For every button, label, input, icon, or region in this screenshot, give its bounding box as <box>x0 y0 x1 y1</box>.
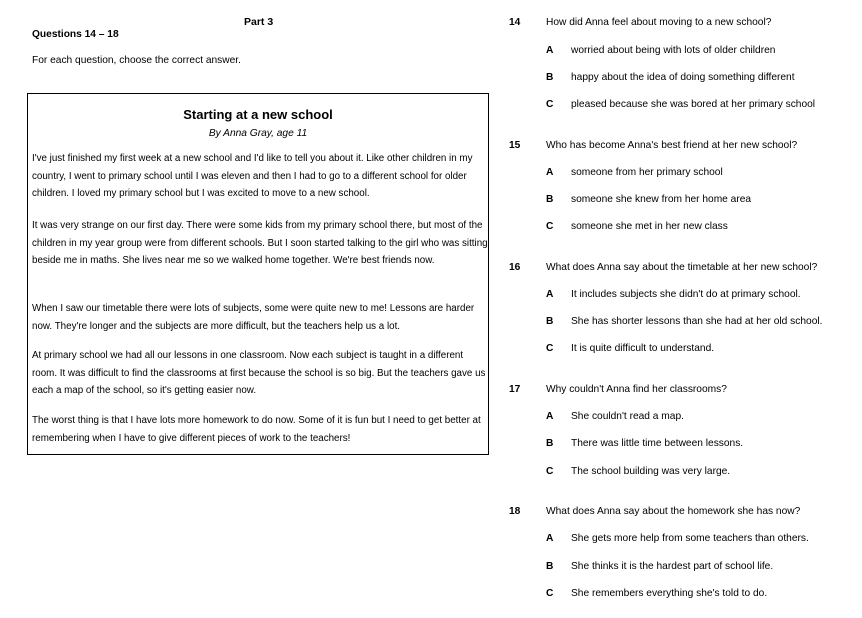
part-title: Part 3 <box>244 16 274 28</box>
option-text[interactable]: It is quite difficult to understand. <box>571 343 715 354</box>
option-letter[interactable]: A <box>546 533 554 544</box>
questions-range: Questions 14 – 18 <box>32 29 119 40</box>
option-letter[interactable]: A <box>546 45 554 56</box>
option-letter[interactable]: A <box>546 411 554 422</box>
option-letter[interactable]: C <box>546 99 554 110</box>
question-number: 18 <box>509 506 521 517</box>
article-paragraph-2: It was very strange on our first day. There were some kids from my primary school there, but most of the children in my year group were from different schools. But I soon started talking to the girl who was sitting beside me in maths. She lives near me so we walked home together. We're best friends now. <box>32 220 488 267</box>
option-text[interactable]: She thinks it is the hardest part of school life. <box>571 561 774 572</box>
option-text[interactable]: She couldn't read a map. <box>571 411 684 422</box>
instruction-text: For each question, choose the correct answer. <box>32 55 241 66</box>
question-number: 15 <box>509 140 521 151</box>
option-letter[interactable]: C <box>546 466 554 477</box>
article-byline: By Anna Gray, age 11 <box>208 128 308 139</box>
article-paragraph-5: The worst thing is that I have lots more homework to do now. Some of it is fun but I need to get better at remembering when I have to give different pieces of work to the teachers! <box>32 415 481 444</box>
option-text[interactable]: She has shorter lessons than she had at her old school. <box>571 316 823 327</box>
option-text[interactable]: worried about being with lots of older children <box>571 45 776 56</box>
article-paragraph-3: When I saw our timetable there were lots of subjects, some were quite new to me! Lessons are harder now. They're longer and the subjects are more difficult, but the teachers help us a lot. <box>32 303 475 332</box>
option-letter[interactable]: C <box>546 343 554 354</box>
option-letter[interactable]: B <box>546 72 554 83</box>
question-number: 14 <box>509 17 521 28</box>
question-text: What does Anna say about the homework she has now? <box>546 506 801 517</box>
option-text[interactable]: pleased because she was bored at her primary school <box>571 99 816 110</box>
question-number: 17 <box>509 384 521 395</box>
article-title: Starting at a new school <box>183 107 333 122</box>
option-text[interactable]: someone she met in her new class <box>571 221 728 232</box>
question-text: What does Anna say about the timetable at her new school? <box>546 262 818 273</box>
article-paragraph-1: I've just finished my first week at a new school and I'd like to tell you about it. Like other children in my country, I went to primary school until I was eleven and then I had to go to a different school for older children. I loved my primary school but I was excited to move to a new school. <box>32 153 473 200</box>
option-text[interactable]: someone from her primary school <box>571 167 723 178</box>
option-letter[interactable]: B <box>546 561 554 572</box>
option-letter[interactable]: B <box>546 194 554 205</box>
option-text[interactable]: someone she knew from her home area <box>571 194 752 205</box>
question-text: How did Anna feel about moving to a new school? <box>546 17 772 28</box>
article-box <box>27 93 489 455</box>
option-text[interactable]: happy about the idea of doing something different <box>571 72 795 83</box>
question-number: 16 <box>509 262 521 273</box>
option-text[interactable]: She remembers everything she's told to do. <box>571 588 768 599</box>
option-letter[interactable]: A <box>546 167 554 178</box>
option-text[interactable]: It includes subjects she didn't do at primary school. <box>571 289 801 300</box>
option-text[interactable]: There was little time between lessons. <box>571 438 744 449</box>
option-letter[interactable]: C <box>546 221 554 232</box>
option-letter[interactable]: A <box>546 289 554 300</box>
article-paragraph-4: At primary school we had all our lessons in one classroom. Now each subject is taught in a different room. It was difficult to find the classrooms at first because the school is so big. But the teachers gave us each a map of the school, so it's getting easier now. <box>32 350 486 397</box>
option-text[interactable]: The school building was very large. <box>571 466 731 477</box>
option-letter[interactable]: B <box>546 438 554 449</box>
question-text: Why couldn't Anna find her classrooms? <box>546 384 727 395</box>
option-letter[interactable]: B <box>546 316 554 327</box>
question-text: Who has become Anna's best friend at her new school? <box>546 140 798 151</box>
option-letter[interactable]: C <box>546 588 554 599</box>
option-text[interactable]: She gets more help from some teachers than others. <box>571 533 809 544</box>
